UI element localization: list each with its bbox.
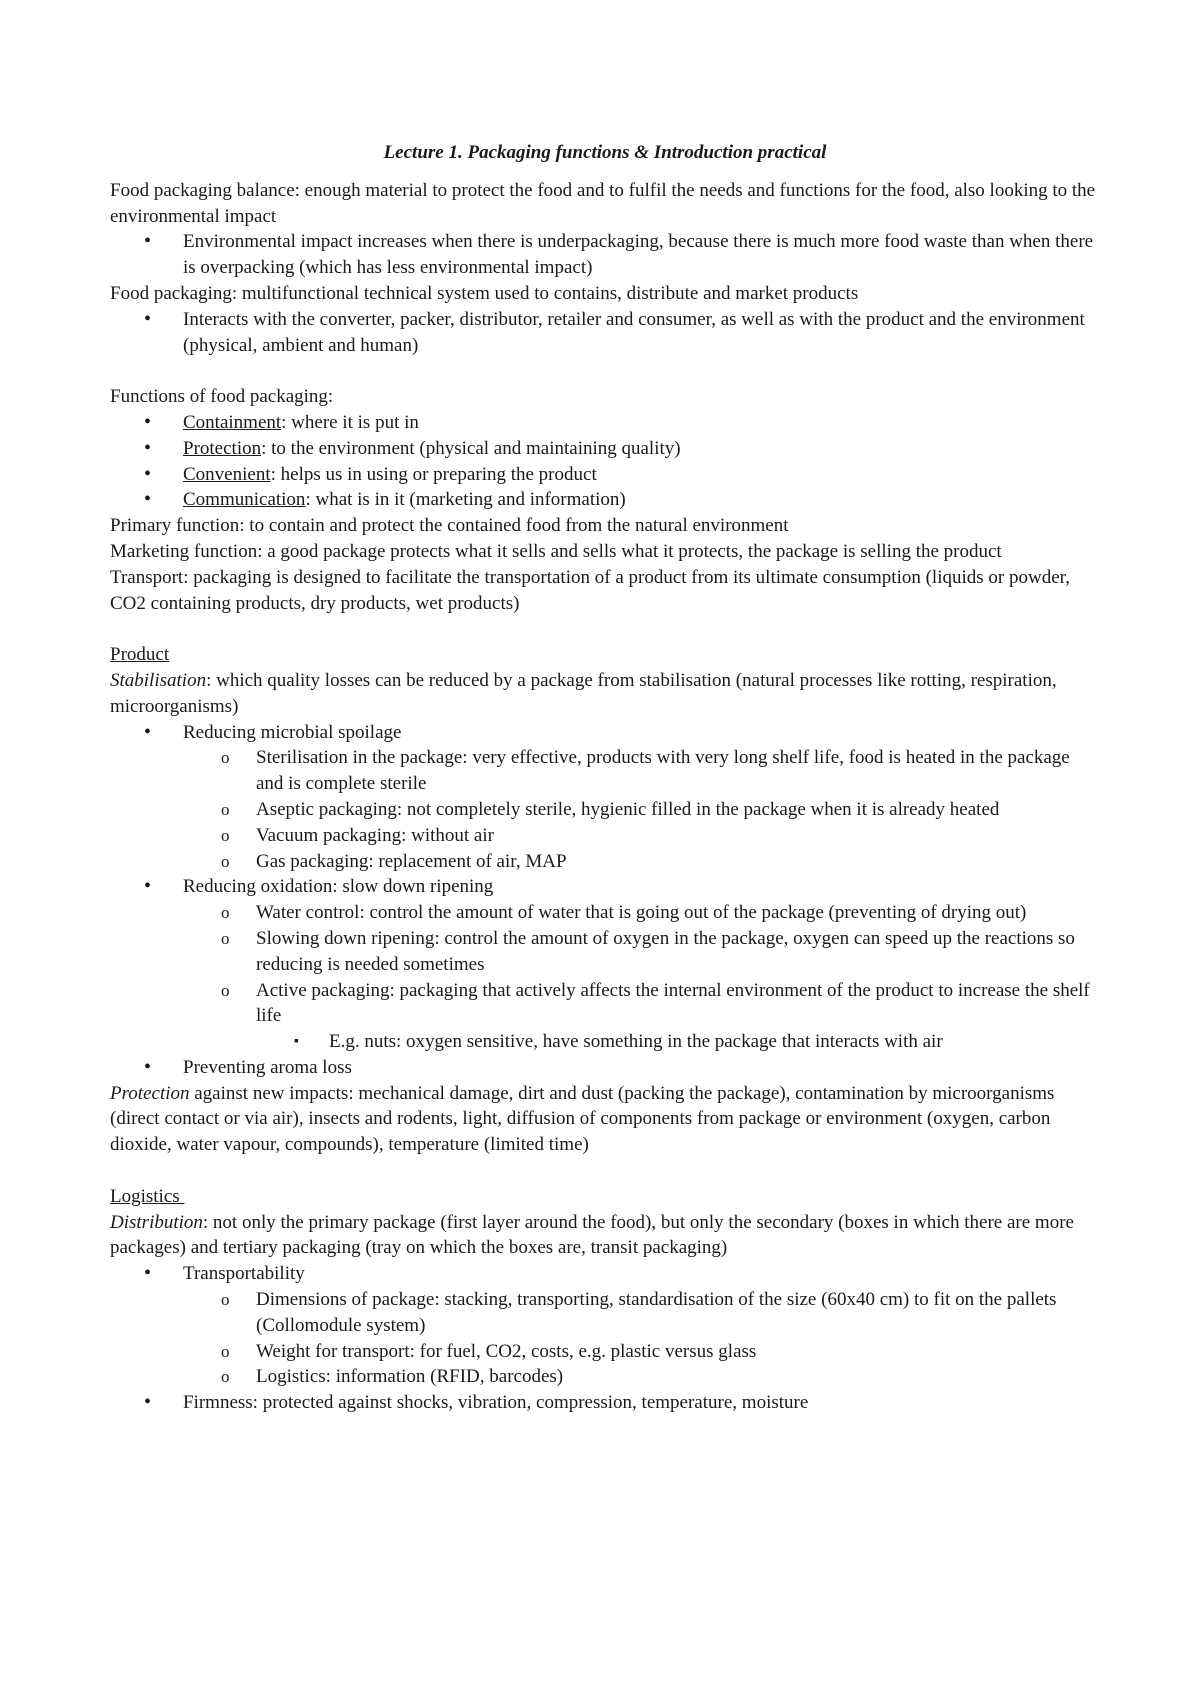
sub-list-item: o Dimensions of package: stacking, transporting, standardisation of the size (60x40 cm) to fit on the pallets (Collomodule system) — [110, 1287, 1100, 1339]
logistics-list — [110, 1261, 1100, 1416]
list-item — [110, 462, 1100, 488]
balance-paragraph: Food packaging balance: enough material to protect the food and to fulfil the needs and functions for the food, also looking to the environmental impact — [110, 179, 1096, 227]
stabilisation-paragraph — [110, 668, 1100, 720]
sub-list-item: o Weight for transport: for fuel, CO2, costs, e.g. plastic versus glass — [110, 1339, 1100, 1365]
sub-list-item: o Slowing down ripening: control the amount of oxygen in the package, oxygen can speed up the reactions so reducing is needed sometimes — [110, 926, 1100, 978]
sub-list-item: o Active packaging: packaging that actively affects the internal environment of the product to increase the shelf life — [110, 978, 1100, 1030]
balance-list — [110, 229, 1100, 281]
stabilisation-term: Stabilisation — [110, 669, 207, 691]
sub-sub-list-item: ▪ E.g. nuts: oxygen sensitive, have something in the package that interacts with air — [110, 1029, 1100, 1055]
transport-paragraph: Transport: packaging is designed to facilitate the transportation of a product from its ultimate consumption (liquids or powder, CO2 containing products, dry products, wet products) — [110, 566, 1070, 614]
function-term: Containment — [183, 411, 282, 433]
function-term: Communication — [183, 489, 306, 511]
list-item: • Firmness: protected against shocks, vibration, compression, temperature, moisture — [110, 1390, 1100, 1416]
product-heading: Product — [110, 644, 170, 666]
system-list — [110, 307, 1100, 359]
distribution-desc: : not only the primary package (first layer around the food), but only the secondary (boxes in which there are more packages) and tertiary packaging (tray on which the boxes are, transit packaging) — [110, 1211, 1074, 1259]
logistics-heading: Logistics — [110, 1185, 185, 1207]
distribution-paragraph — [110, 1210, 1100, 1262]
list-item: • Preventing aroma loss — [110, 1055, 1100, 1081]
function-desc: : what is in it (marketing and information) — [305, 489, 626, 511]
list-item — [110, 410, 1100, 436]
spacer — [110, 616, 1100, 642]
page-title: Lecture 1. Packaging functions & Introduction practical — [383, 142, 827, 163]
stabilisation-list — [110, 720, 1100, 1081]
list-item: • Reducing microbial spoilage — [110, 720, 1100, 746]
function-desc: : where it is put in — [281, 411, 419, 433]
sub-list-item: o Sterilisation in the package: very effective, products with very long shelf life, food is heated in the package and is complete sterile — [110, 745, 1100, 797]
sub-list-item: o Water control: control the amount of water that is going out of the package (preventing of drying out) — [110, 900, 1100, 926]
protection-term: Protection — [110, 1082, 190, 1104]
primary-function-paragraph: Primary function: to contain and protect the contained food from the natural environment — [110, 515, 789, 537]
sub-list-item: o Gas packaging: replacement of air, MAP — [110, 849, 1100, 875]
list-item — [110, 436, 1100, 462]
document-body — [110, 140, 1100, 1416]
list-item — [110, 487, 1100, 513]
function-desc: : helps us in using or preparing the product — [270, 463, 597, 485]
protection-paragraph — [110, 1081, 1100, 1158]
function-desc: : to the environment (physical and maintaining quality) — [261, 437, 681, 459]
functions-heading: Functions of food packaging: — [110, 386, 334, 408]
protection-desc: against new impacts: mechanical damage, dirt and dust (packing the package), contamination by microorganisms (direct contact or via air), insects and rodents, light, diffusion of components from package or environment (oxygen, carbon dioxide, water vapour, compounds), temperature (limited time) — [110, 1082, 1055, 1156]
sub-list-item: o Aseptic packaging: not completely sterile, hygienic filled in the package when it is already heated — [110, 797, 1100, 823]
system-paragraph: Food packaging: multifunctional technical system used to contains, distribute and market products — [110, 282, 859, 304]
distribution-term: Distribution — [110, 1211, 203, 1233]
list-item: • Interacts with the converter, packer, distributor, retailer and consumer, as well as with the product and the environment (physical, ambient and human) — [110, 307, 1100, 359]
sub-list-item: o Logistics: information (RFID, barcodes) — [110, 1364, 1100, 1390]
marketing-function-paragraph: Marketing function: a good package protects what it sells and sells what it protects, the package is selling the product — [110, 540, 1002, 562]
functions-list — [110, 410, 1100, 513]
spacer — [110, 1158, 1100, 1184]
list-item: • Reducing oxidation: slow down ripening — [110, 874, 1100, 900]
sub-list-item: o Vacuum packaging: without air — [110, 823, 1100, 849]
list-item: • Environmental impact increases when there is underpackaging, because there is much more food waste than when there is overpacking (which has less environmental impact) — [110, 229, 1100, 281]
list-item: • Transportability — [110, 1261, 1100, 1287]
spacer — [110, 358, 1100, 384]
function-term: Protection — [183, 437, 262, 459]
function-term: Convenient — [183, 463, 271, 485]
stabilisation-desc: : which quality losses can be reduced by a package from stabilisation (natural processes like rotting, respiration, microorganisms) — [110, 669, 1057, 717]
